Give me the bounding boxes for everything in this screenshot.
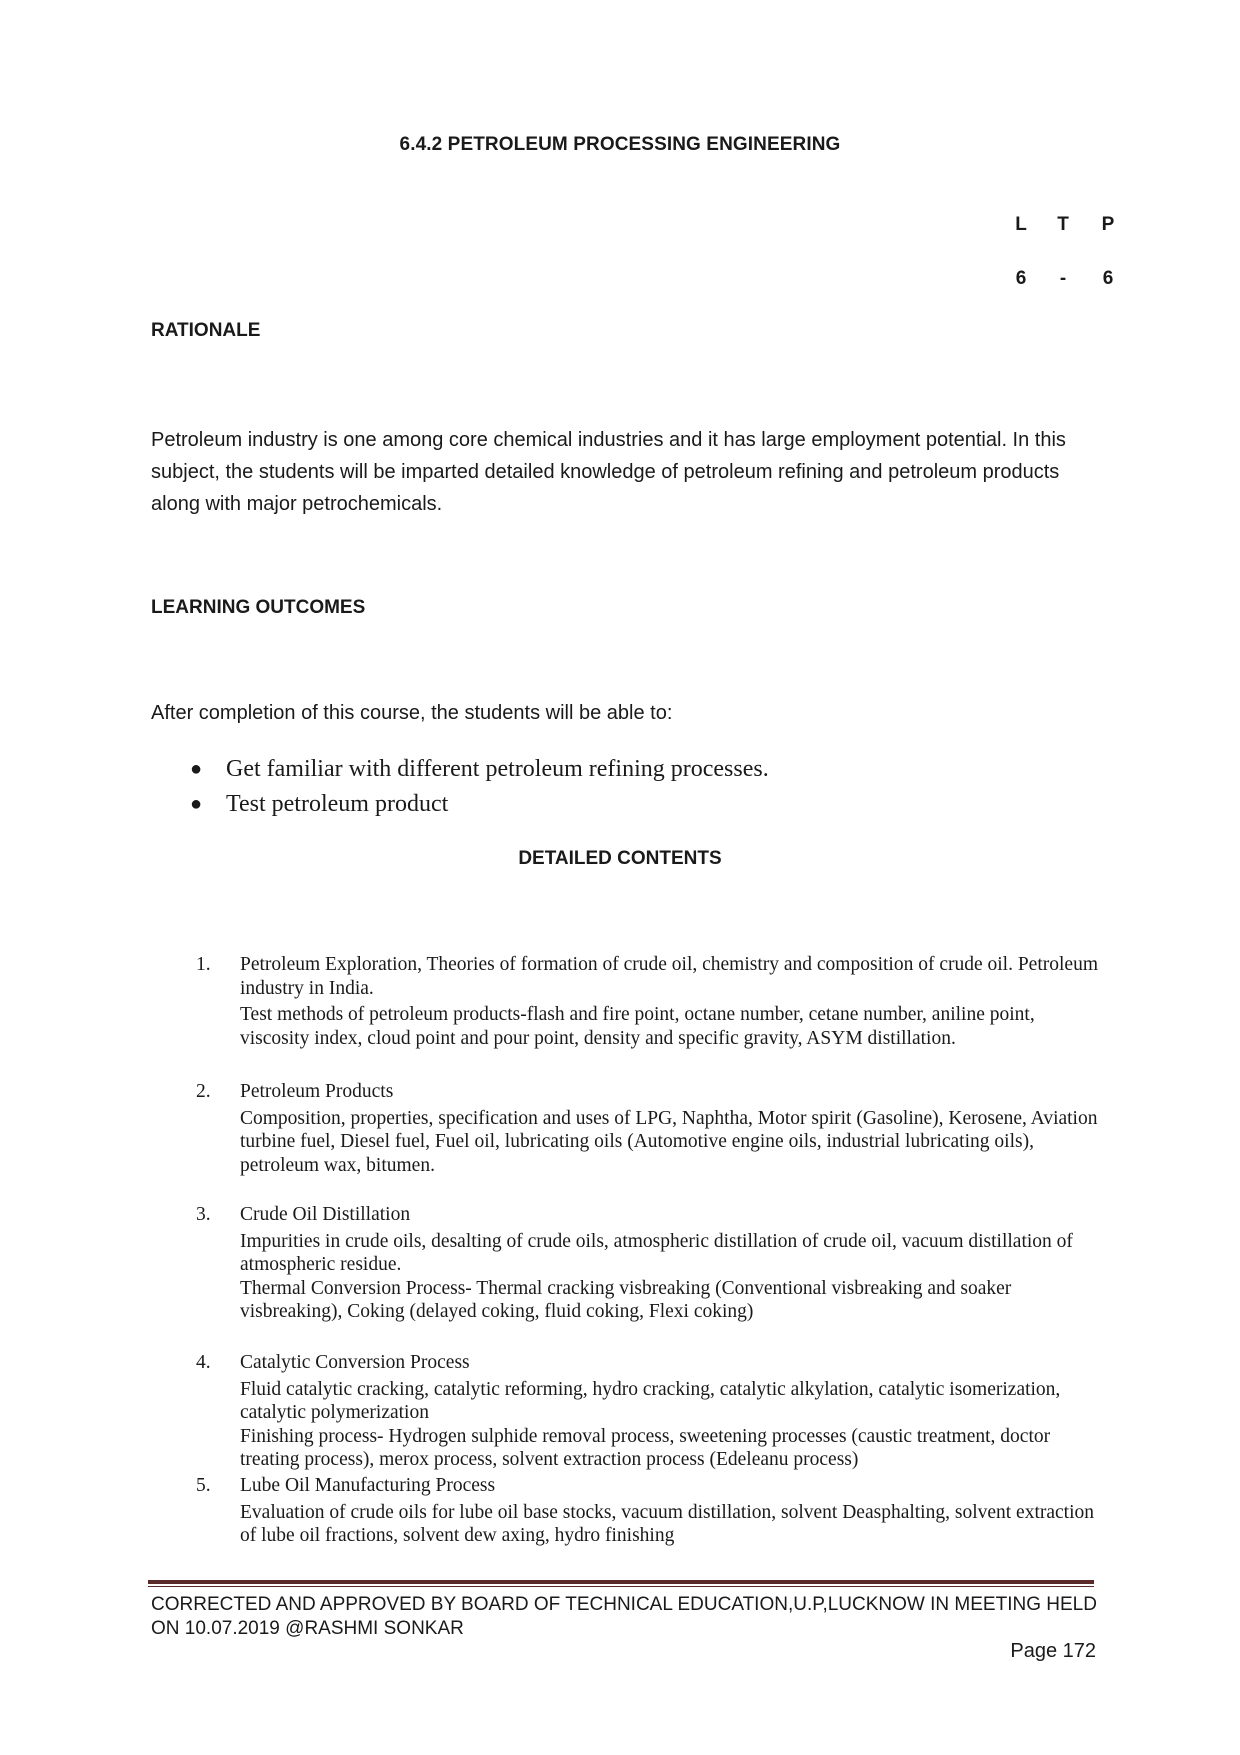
footer-approval-note: CORRECTED AND APPROVED BY BOARD OF TECHNICAL EDUCATION,U.P,LUCKNOW IN MEETING HELD ON 10.07.2019 @RASHMI SONKAR bbox=[151, 1594, 1097, 1639]
outcome-text: Get familiar with different petroleum refining processes. bbox=[226, 756, 769, 782]
ltp-header-l: L bbox=[1015, 214, 1027, 235]
learning-outcomes-heading: LEARNING OUTCOMES bbox=[151, 597, 366, 618]
list-item bbox=[190, 752, 769, 787]
item-number: 1. bbox=[196, 954, 211, 975]
page-number: Page 172 bbox=[1010, 1640, 1096, 1662]
item-paragraph: Finishing process- Hydrogen sulphide removal process, sweetening processes (caustic treatment, doctor treating process), merox process, solvent extraction process (Edeleanu process) bbox=[240, 1425, 1051, 1470]
ltp-value-t: - bbox=[1059, 268, 1067, 289]
outcome-text: Test petroleum product bbox=[226, 791, 449, 817]
item-title: Lube Oil Manufacturing Process bbox=[240, 1475, 496, 1496]
footer-divider bbox=[148, 1580, 1094, 1584]
item-title: Petroleum Products bbox=[240, 1081, 394, 1102]
item-paragraph: Fluid catalytic cracking, catalytic reforming, hydro cracking, catalytic alkylation, catalytic isomerization, catalytic polymerization bbox=[240, 1378, 1061, 1423]
item-title: Catalytic Conversion Process bbox=[240, 1352, 470, 1373]
item-paragraph: Evaluation of crude oils for lube oil base stocks, vacuum distillation, solvent Deasphalting, solvent extraction of lube oil fractions, solvent dew axing, hydro finishing bbox=[240, 1501, 1095, 1546]
detailed-contents-heading: DETAILED CONTENTS bbox=[518, 848, 722, 869]
ltp-header-t: T bbox=[1057, 214, 1069, 235]
item-paragraph: Test methods of petroleum products-flash and fire point, octane number, cetane number, aniline point, viscosity index, cloud point and pour point, density and specific gravity, ASYM distillation. bbox=[240, 1004, 1035, 1049]
rationale-text: Petroleum industry is one among core chemical industries and it has large employment potential. In this subject, the students will be imparted detailed knowledge of petroleum refining and petroleum products along with major petrochemicals. bbox=[151, 429, 1066, 515]
ltp-value-p: 6 bbox=[1102, 268, 1114, 289]
ltp-header-p: P bbox=[1101, 214, 1115, 235]
item-paragraph: Petroleum Exploration, Theories of formation of crude oil, chemistry and composition of crude oil. Petroleum industry in India. bbox=[240, 954, 1098, 999]
bullet-icon: ● bbox=[190, 758, 203, 780]
bullet-icon: ● bbox=[190, 793, 203, 815]
rationale-heading: RATIONALE bbox=[151, 320, 261, 341]
learning-outcomes-list bbox=[190, 752, 769, 822]
item-number: 5. bbox=[196, 1475, 211, 1496]
ltp-value-l: 6 bbox=[1015, 268, 1027, 289]
item-paragraph: Impurities in crude oils, desalting of crude oils, atmospheric distillation of crude oil, vacuum distillation of atmospheric residue. bbox=[240, 1230, 1073, 1275]
item-paragraph: Composition, properties, specification and uses of LPG, Naphtha, Motor spirit (Gasoline), Kerosene, Aviation turbine fuel, Diesel fuel, Fuel oil, lubricating oils (Automotive engine oils, industrial lubricating oils), petroleum wax, bitumen. bbox=[240, 1107, 1098, 1176]
learning-outcomes-intro: After completion of this course, the students will be able to: bbox=[151, 702, 673, 724]
item-paragraph: Thermal Conversion Process- Thermal cracking visbreaking (Conventional visbreaking and soaker visbreaking), Coking (delayed coking, fluid coking, Flexi coking) bbox=[240, 1277, 1012, 1322]
item-number: 3. bbox=[196, 1204, 211, 1225]
item-number: 2. bbox=[196, 1081, 211, 1102]
item-number: 4. bbox=[196, 1352, 211, 1373]
item-title: Crude Oil Distillation bbox=[240, 1204, 411, 1225]
list-item bbox=[190, 787, 769, 822]
footer-divider-thin bbox=[148, 1586, 1094, 1587]
document-title: 6.4.2 PETROLEUM PROCESSING ENGINEERING bbox=[399, 134, 841, 155]
